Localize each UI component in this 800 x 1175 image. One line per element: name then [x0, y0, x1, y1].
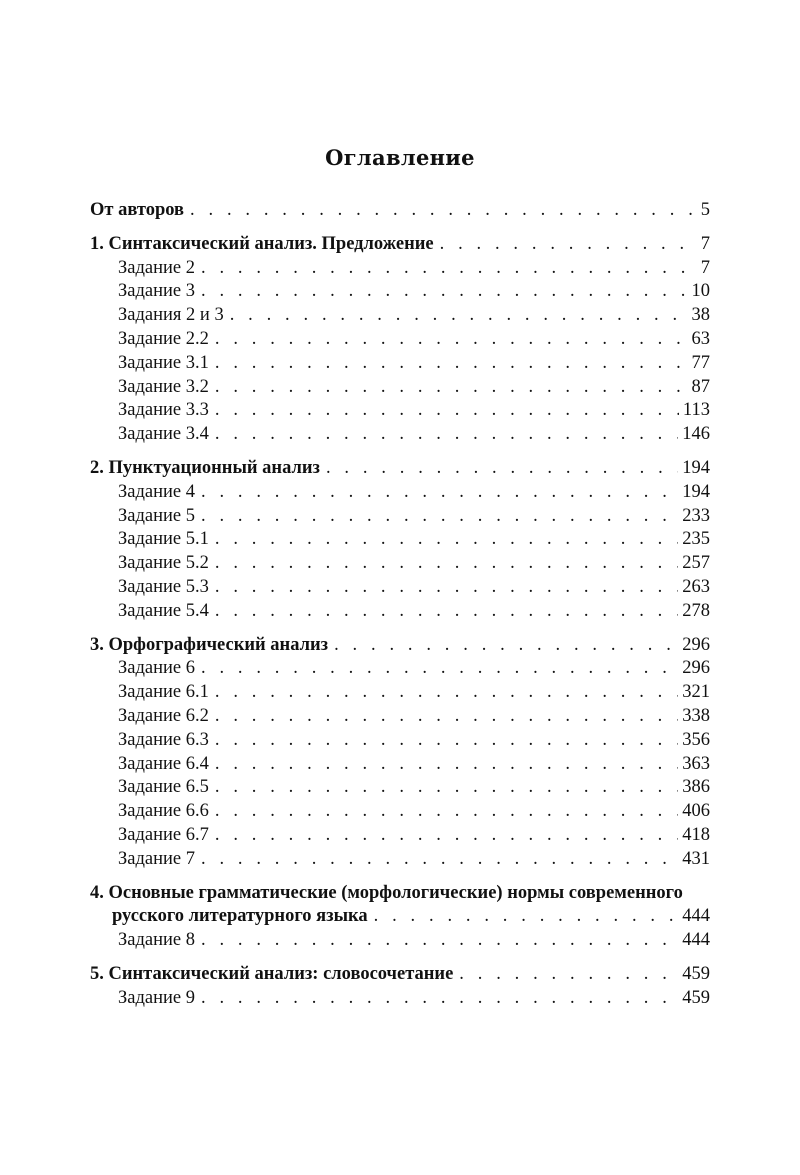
toc-section-label: 1. Синтаксический анализ. Предложение	[90, 233, 434, 254]
leader-dots	[215, 729, 678, 753]
toc-item[interactable]	[90, 600, 710, 624]
toc-item-page: 356	[682, 729, 710, 750]
toc-item-label: Задание 3.1	[118, 352, 209, 373]
toc-item[interactable]	[90, 352, 710, 376]
toc-section-2[interactable]	[90, 457, 710, 481]
toc-item-label: Задание 8	[118, 930, 195, 951]
toc-section-label: 2. Пунктуационный анализ	[90, 457, 320, 478]
toc-section-page: 194	[682, 457, 710, 478]
toc-item[interactable]	[90, 824, 710, 848]
toc-item-label: Задание 9	[118, 987, 195, 1008]
toc-section-label: 5. Синтаксический анализ: словосочетание	[90, 963, 454, 984]
toc-item-label: Задание 3.3	[118, 400, 209, 421]
toc-item[interactable]	[90, 528, 710, 552]
leader-dots	[201, 505, 678, 529]
toc-item-page: 7	[700, 257, 710, 278]
toc-item-label: Задание 6.3	[118, 729, 209, 750]
toc-item-label: Задания 2 и 3	[118, 305, 224, 326]
toc-item-page: 431	[682, 848, 710, 869]
toc-item-page: 77	[691, 352, 710, 373]
toc-item[interactable]	[90, 552, 710, 576]
leader-dots	[201, 657, 678, 681]
toc-section-label: 3. Орфографический анализ	[90, 634, 329, 655]
leader-dots	[215, 328, 688, 352]
toc-item-label: Задание 5.2	[118, 553, 209, 574]
toc-item-label: Задание 4	[118, 481, 195, 502]
toc-item-label: Задание 3.2	[118, 376, 209, 397]
toc-item-page: 263	[682, 576, 710, 597]
toc-item-page: 459	[682, 987, 710, 1008]
toc-item[interactable]	[90, 800, 710, 824]
toc-item-page: 321	[682, 682, 710, 703]
toc-item-page: 63	[691, 328, 710, 349]
toc-section-page: 7	[700, 233, 710, 254]
toc-section-page: 296	[682, 634, 710, 655]
toc-section-label-line2: русского литературного языка	[112, 906, 368, 927]
leader-dots	[215, 800, 678, 824]
toc-entry-label: От авторов	[90, 200, 185, 220]
toc-item-page: 278	[682, 600, 710, 621]
leader-dots	[334, 634, 678, 658]
toc-item-label: Задание 3.4	[118, 424, 209, 445]
toc-section-label-line1: 4. Основные грамматические (морфологические) нормы современного	[90, 882, 683, 903]
toc-item-label: Задание 5	[118, 505, 195, 526]
toc-item[interactable]	[90, 681, 710, 705]
table-of-contents	[90, 199, 710, 1011]
toc-item-page: 386	[682, 777, 710, 798]
toc-item[interactable]	[90, 423, 710, 447]
toc-section-4[interactable]	[90, 882, 710, 930]
toc-item-page: 338	[682, 705, 710, 726]
toc-section-3[interactable]	[90, 634, 710, 658]
leader-dots	[459, 963, 678, 987]
toc-item-page: 235	[682, 529, 710, 550]
toc-item-label: Задание 3	[118, 281, 195, 302]
toc-item-page: 233	[682, 505, 710, 526]
toc-item[interactable]	[90, 729, 710, 753]
toc-item-page: 406	[682, 801, 710, 822]
toc-item[interactable]	[90, 987, 710, 1011]
leader-dots	[190, 199, 697, 223]
leader-dots	[215, 528, 678, 552]
toc-item-label: Задание 2.2	[118, 328, 209, 349]
toc-item-page: 296	[682, 658, 710, 679]
toc-item-page: 146	[682, 424, 710, 445]
toc-item-label: Задание 6.6	[118, 801, 209, 822]
toc-item[interactable]	[90, 848, 710, 872]
toc-item[interactable]	[90, 481, 710, 505]
leader-dots	[201, 848, 678, 872]
leader-dots	[201, 257, 697, 281]
toc-item-label: Задание 7	[118, 848, 195, 869]
toc-item-label: Задание 5.4	[118, 600, 209, 621]
toc-item-label: Задание 6.1	[118, 682, 209, 703]
leader-dots	[201, 280, 688, 304]
toc-entry-from-authors[interactable]	[90, 199, 710, 223]
toc-section-5[interactable]	[90, 963, 710, 987]
leader-dots	[215, 705, 678, 729]
toc-item[interactable]	[90, 705, 710, 729]
leader-dots	[440, 233, 697, 257]
toc-item[interactable]	[90, 280, 710, 304]
toc-item-label: Задание 6.4	[118, 753, 209, 774]
leader-dots	[374, 905, 679, 929]
leader-dots	[215, 576, 678, 600]
leader-dots	[230, 304, 688, 328]
toc-item[interactable]	[90, 505, 710, 529]
leader-dots	[326, 457, 678, 481]
leader-dots	[215, 423, 678, 447]
toc-section-page: 444	[682, 906, 710, 927]
leader-dots	[201, 987, 678, 1011]
toc-item-page: 113	[682, 400, 710, 421]
toc-item-page: 10	[691, 281, 710, 302]
leader-dots	[215, 776, 678, 800]
toc-section-1[interactable]	[90, 233, 710, 257]
toc-entry-page: 5	[700, 200, 710, 220]
leader-dots	[215, 376, 688, 400]
toc-item-label: Задание 6.7	[118, 824, 209, 845]
toc-item[interactable]	[90, 657, 710, 681]
toc-item[interactable]	[90, 304, 710, 328]
toc-item[interactable]	[90, 753, 710, 777]
toc-item[interactable]	[90, 776, 710, 800]
leader-dots	[215, 552, 678, 576]
toc-section-page: 459	[682, 963, 710, 984]
leader-dots	[215, 399, 679, 423]
leader-dots	[215, 753, 678, 777]
toc-item[interactable]	[90, 376, 710, 400]
toc-item-page: 194	[682, 481, 710, 502]
toc-item[interactable]	[90, 929, 710, 953]
toc-item-label: Задание 2	[118, 257, 195, 278]
toc-item-label: Задание 6.5	[118, 777, 209, 798]
page-title: Оглавление	[325, 145, 475, 170]
toc-item-page: 418	[682, 824, 710, 845]
toc-item-label: Задание 6.2	[118, 705, 209, 726]
toc-item[interactable]	[90, 257, 710, 281]
leader-dots	[201, 481, 678, 505]
leader-dots	[215, 681, 678, 705]
toc-item-label: Задание 6	[118, 658, 195, 679]
leader-dots	[201, 929, 678, 953]
toc-item[interactable]	[90, 399, 710, 423]
leader-dots	[215, 824, 678, 848]
toc-item-page: 444	[682, 930, 710, 951]
toc-item-page: 38	[691, 305, 710, 326]
leader-dots	[215, 600, 678, 624]
toc-item-page: 257	[682, 553, 710, 574]
toc-item-label: Задание 5.3	[118, 576, 209, 597]
toc-item[interactable]	[90, 328, 710, 352]
toc-item-label: Задание 5.1	[118, 529, 209, 550]
leader-dots	[215, 352, 688, 376]
toc-item[interactable]	[90, 576, 710, 600]
toc-item-page: 87	[691, 376, 710, 397]
toc-item-page: 363	[682, 753, 710, 774]
